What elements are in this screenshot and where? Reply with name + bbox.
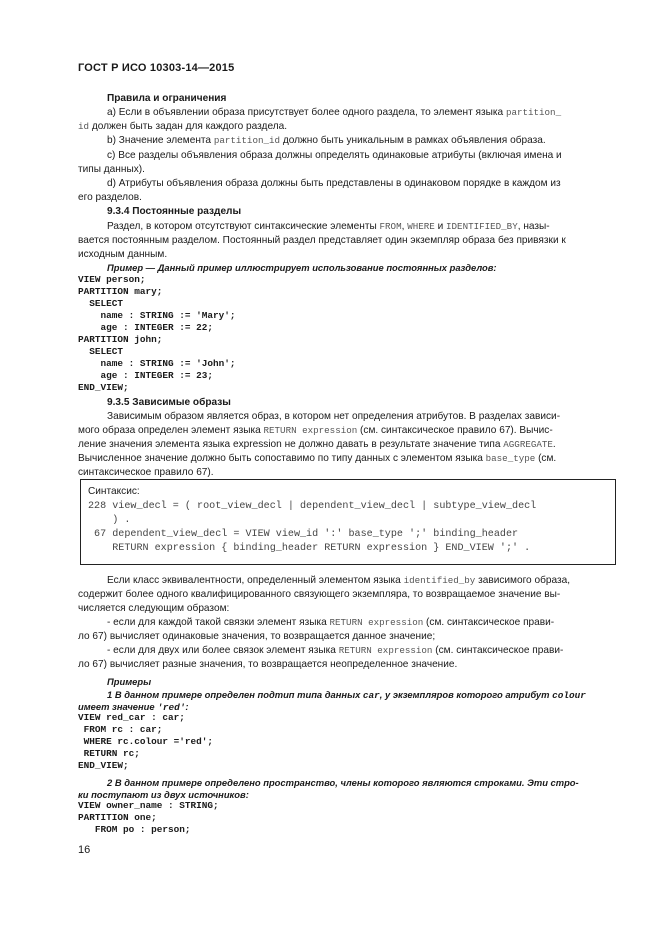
rule-c-cont: типы данных). — [78, 164, 145, 175]
example-2-line-1: 2 В данном примере определено пространство, члены которого являются строками. Эти стро- — [107, 777, 579, 788]
example-1-text: 1 В данном примере определен подтип типа данных — [107, 689, 363, 700]
syntax-rule-228-cont: ) . — [88, 515, 131, 526]
after-p1-text-end: зависимого образа, — [475, 575, 571, 586]
example-1-text-2: имеет значение — [78, 701, 158, 712]
rule-a-code: partition_ — [505, 107, 562, 118]
rule-a-text: а) Если в объявлении образа присутствует более одного раздела, то элемент языка — [107, 107, 506, 118]
bullet-2-code: RETURN expression — [338, 645, 433, 656]
syntax-rule-67: 67 dependent_view_decl = VIEW view_id ':' base_type ';' binding_header — [88, 529, 519, 540]
code-example-red-car: VIEW red_car : car; FROM rc : car; WHERE rc.colour ='red'; RETURN rc; END_VIEW; — [78, 712, 214, 771]
bullet-1-code: RETURN expression — [329, 617, 424, 628]
rule-b — [107, 134, 546, 148]
s934-and: и — [434, 221, 447, 232]
s935-p3-text-end: . — [552, 439, 556, 450]
section-935-p2 — [78, 424, 553, 438]
example-2-line-2: ки поступают из двух источников: — [78, 789, 249, 800]
example-1-code-car: car — [362, 690, 380, 701]
section-935-p4 — [78, 452, 556, 466]
s935-p3-code: AGGREGATE — [503, 439, 553, 450]
syntax-label: Синтаксис: — [88, 486, 140, 497]
bullet-1 — [107, 616, 554, 630]
after-p1-code: identified_by — [403, 575, 476, 586]
rule-d-cont: его разделов. — [78, 192, 142, 203]
keyword-identified-by: IDENTIFIED_BY — [446, 221, 518, 232]
s935-p4-code: base_type — [485, 453, 536, 464]
rule-b-code: partition_id — [213, 135, 281, 146]
section-935-p3 — [78, 438, 556, 452]
bullet-1-cont: ло 67) вычисляет одинаковые значения, то возвращается данное значение; — [78, 631, 436, 642]
s935-p3-text: ление значения элемента языка expression не должно давать в результате значение типа — [78, 439, 504, 450]
section-934-p1 — [107, 220, 550, 234]
bullet-2-text-end: (см. синтаксическое прави- — [432, 645, 564, 656]
section-934-heading: 9.3.4 Постоянные разделы — [107, 206, 242, 217]
syntax-box — [80, 479, 616, 565]
s935-p4-text-end: (см. — [535, 453, 557, 464]
keyword-where: WHERE — [407, 221, 435, 232]
code-example-persistent: VIEW person; PARTITION mary; SELECT name : STRING := 'Mary'; age : INTEGER := 22; PARTITION john; SELECT name : STRING := 'John'; age : INTEGER := 23; END_VIEW; — [78, 274, 236, 393]
section-935-p5: синтаксическое правило 67). — [78, 467, 214, 478]
page-number: 16 — [78, 844, 91, 856]
s934-text-end: , назы- — [517, 221, 550, 232]
bullet-2-text: - если для двух или более связок элемент языка — [107, 645, 339, 656]
example-1-text-2-end: : — [185, 701, 189, 712]
rules-title: Правила и ограничения — [107, 93, 227, 104]
rule-b-text-end: должно быть уникальным в рамках объявления образа. — [280, 135, 546, 146]
rule-c: с) Все разделы объявления образа должны определять одинаковые атрибуты (включая имена и — [107, 150, 562, 161]
s935-p2-text-end: (см. синтаксическое правило 67). Вычис- — [357, 425, 553, 436]
bullet-2 — [107, 644, 563, 658]
after-p3: числяется следующим образом: — [78, 603, 230, 614]
example-caption: Пример — Данный пример иллюстрирует использование постоянных разделов: — [107, 262, 497, 273]
rule-a-cont — [78, 120, 287, 134]
examples-title: Примеры — [107, 676, 152, 687]
rule-a-code-cont: id — [78, 121, 90, 132]
s935-p2-text: мого образа определен элемент языка — [78, 425, 264, 436]
syntax-rule-228: 228 view_decl = ( root_view_decl | dependent_view_decl | subtype_view_decl — [88, 501, 537, 512]
example-1-text-mid: , у экземпляров которого атрибут — [379, 689, 553, 700]
rule-b-text: b) Значение элемента — [107, 135, 214, 146]
keyword-from: FROM — [379, 221, 402, 232]
s934-text: Раздел, в котором отсутствуют синтаксические элементы — [107, 221, 380, 232]
rule-a-text-cont: должен быть задан для каждого раздела. — [89, 121, 288, 132]
example-1-code-colour: colour — [552, 690, 586, 701]
example-1-code-red: 'red' — [157, 702, 186, 713]
bullet-1-text-end: (см. синтаксическое прави- — [423, 617, 555, 628]
section-935-p1: Зависимым образом является образ, в котором нет определения атрибутов. В разделах зависи- — [107, 411, 561, 422]
after-p1 — [107, 574, 570, 588]
syntax-rule-67-cont: RETURN expression { binding_header RETURN expression } END_VIEW ';' . — [88, 543, 531, 554]
rule-d: d) Атрибуты объявления образа должны быть представлены в одинаковом порядке в каждом из — [107, 178, 561, 189]
s935-p4-text: Вычисленное значение должно быть сопоставимо по типу данных с элементом языка — [78, 453, 486, 464]
section-934-p2: вается постоянным разделом. Постоянный раздел представляет один экземпляр образа без привязки к — [78, 235, 566, 246]
rule-a — [107, 106, 561, 120]
section-935-heading: 9.3.5 Зависимые образы — [107, 397, 231, 408]
s935-p2-code: RETURN expression — [263, 425, 358, 436]
code-example-owner-name: VIEW owner_name : STRING; PARTITION one; FROM po : person; — [78, 800, 219, 835]
document-header: ГОСТ Р ИСО 10303-14—2015 — [78, 62, 235, 74]
bullet-1-text: - если для каждой такой связки элемент языка — [107, 617, 330, 628]
after-p1-text: Если класс эквивалентности, определенный элементом языка — [107, 575, 404, 586]
s934-sep: , — [401, 221, 408, 232]
after-p2: содержит более одного квалифицированного связующего экземпляра, то возвращаемое значение вы- — [78, 589, 561, 600]
section-934-p3: исходным данным. — [78, 249, 168, 260]
bullet-2-cont: ло 67) вычисляет разные значения, то возвращается неопределенное значение. — [78, 659, 458, 670]
